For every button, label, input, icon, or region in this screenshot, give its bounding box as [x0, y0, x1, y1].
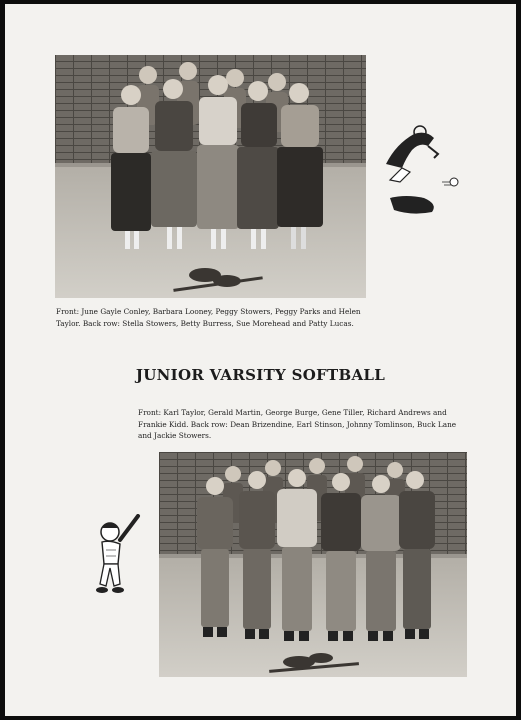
- girls-team-photo: [55, 55, 366, 298]
- boys-photo-caption: Front: Karl Taylor, Gerald Martin, George Burge, Gene Tiller, Richard Andrews and Frankie Kidd. Back row: Dean Brizendine, Earl Stinson, Johnny Tomlinson, Buck Lane and Jackie Stowers.: [138, 408, 457, 440]
- boys-team-photo: [159, 452, 467, 677]
- sliding-player-icon: [376, 124, 464, 219]
- section-heading: JUNIOR VARSITY SOFTBALL: [135, 366, 386, 384]
- batter-cartoon-icon: [92, 514, 142, 602]
- girls-photo-caption: Front: June Gayle Conley, Barbara Looney, Peggy Stowers, Peggy Parks and Helen Taylor. Back row: Stella Stowers, Betty Burress, Sue Morehead and Patty Lucas.: [56, 307, 361, 328]
